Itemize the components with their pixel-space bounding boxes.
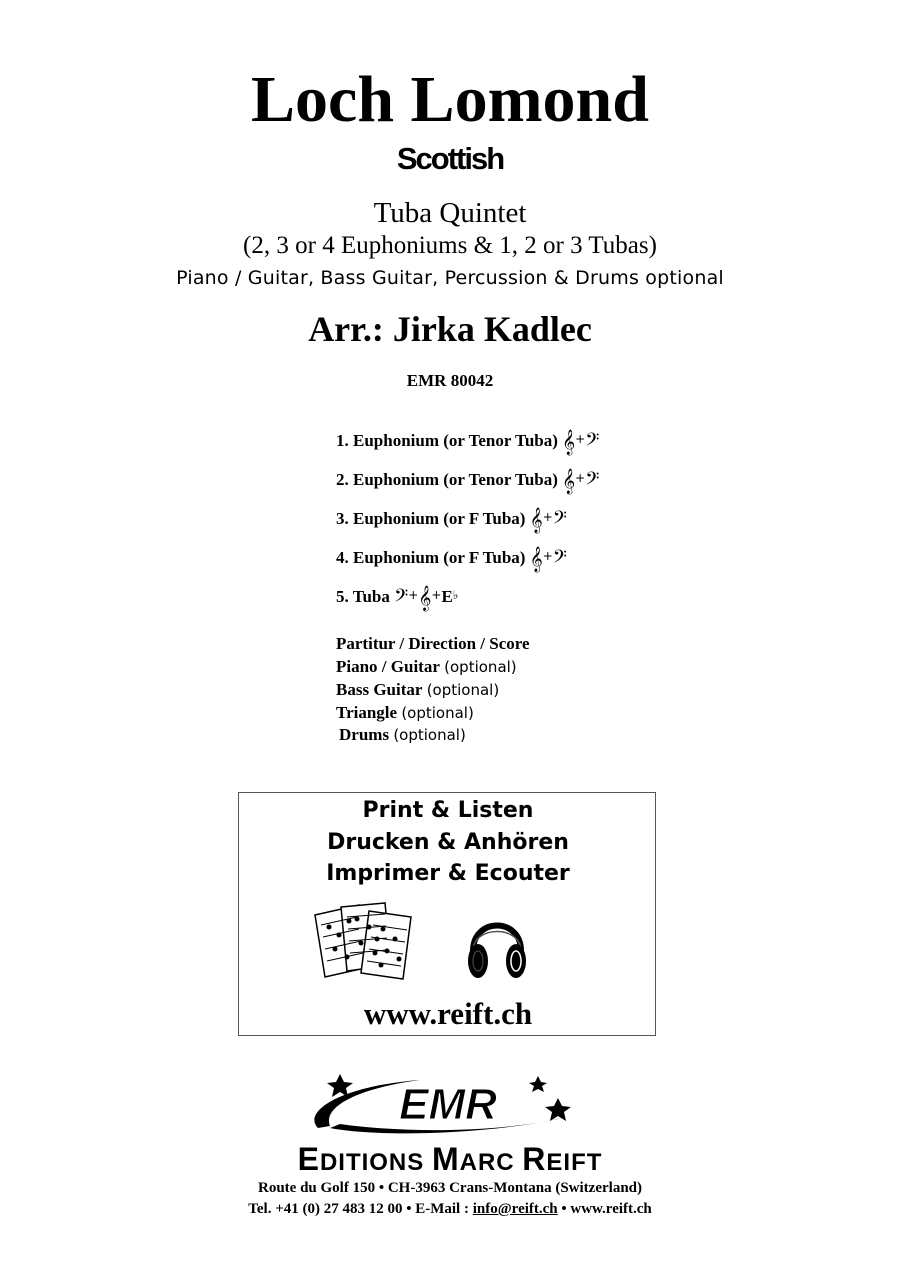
plus-icon: + bbox=[575, 432, 586, 446]
publisher-name-part: M bbox=[431, 1141, 460, 1177]
publisher-name bbox=[0, 1142, 900, 1183]
plus-icon: + bbox=[408, 588, 419, 602]
extra-item bbox=[339, 724, 466, 746]
contact-web[interactable]: • www.reift.ch bbox=[557, 1201, 652, 1217]
extra-item bbox=[336, 656, 517, 678]
plus-icon: + bbox=[542, 510, 553, 524]
headphones-icon bbox=[465, 903, 529, 983]
extra-note: (optional) bbox=[393, 726, 466, 744]
publisher-name-part: E bbox=[297, 1141, 320, 1177]
part-label: 4. Euphonium (or F Tuba) bbox=[336, 548, 526, 567]
contact-phone: Tel. +41 (0) 27 483 12 00 • E-Mail : bbox=[248, 1201, 473, 1217]
extra-name: Bass Guitar bbox=[336, 680, 423, 699]
bass-clef-icon: 𝄢 bbox=[552, 547, 567, 572]
publisher-contact bbox=[0, 1199, 900, 1219]
extra-note: (optional) bbox=[426, 681, 500, 699]
extra-item bbox=[336, 679, 499, 701]
part-item bbox=[336, 466, 599, 494]
extra-name: Partitur / Direction / Score bbox=[336, 634, 530, 653]
extra-name: Drums bbox=[339, 725, 390, 744]
publisher-name-part: EIFT bbox=[546, 1149, 603, 1176]
bass-clef-icon: 𝄢 bbox=[552, 508, 567, 533]
publisher-name-part: R bbox=[522, 1141, 547, 1177]
part-label: 5. Tuba bbox=[336, 587, 390, 606]
bass-clef-icon: 𝄢 bbox=[585, 430, 600, 455]
bass-clef-icon: 𝄢 bbox=[585, 469, 600, 494]
promo-line-de: Drucken & Anhören bbox=[327, 830, 569, 855]
plus-icon: + bbox=[542, 549, 553, 563]
print-listen-box bbox=[238, 792, 656, 1036]
extra-note: (optional) bbox=[444, 658, 517, 676]
sheet-music-icon bbox=[311, 897, 423, 983]
emr-logo bbox=[300, 1072, 590, 1142]
email-link[interactable]: info@reift.ch bbox=[472, 1201, 558, 1217]
publisher-address: Route du Golf 150 • CH-3963 Crans-Montana (Switzerland) bbox=[258, 1180, 642, 1196]
title: Loch Lomond bbox=[251, 63, 649, 136]
treble-clef-icon: 𝄞 bbox=[529, 547, 543, 572]
subtitle: Scottish bbox=[396, 141, 504, 176]
part-item bbox=[336, 427, 599, 455]
part-label: 3. Euphonium (or F Tuba) bbox=[336, 509, 526, 528]
extra-name: Triangle bbox=[336, 703, 398, 722]
treble-clef-icon: 𝄞 bbox=[529, 508, 543, 533]
publisher-name-part: ARC bbox=[459, 1149, 523, 1176]
publisher-name-part: DITIONS bbox=[319, 1149, 432, 1176]
promo-line-en: Print & Listen bbox=[362, 798, 534, 823]
part-label: 2. Euphonium (or Tenor Tuba) bbox=[336, 470, 558, 489]
treble-clef-icon: 𝄞 bbox=[562, 430, 576, 455]
extra-item bbox=[336, 633, 530, 655]
bass-clef-icon: 𝄢 bbox=[394, 586, 409, 611]
part-item bbox=[336, 583, 458, 611]
part-key: E bbox=[441, 587, 453, 606]
part-label: 1. Euphonium (or Tenor Tuba) bbox=[336, 431, 558, 450]
treble-clef-icon: 𝄞 bbox=[418, 586, 432, 611]
promo-line-fr: Imprimer & Ecouter bbox=[326, 861, 570, 886]
plus-icon: + bbox=[431, 588, 442, 602]
arranger: Arr.: Jirka Kadlec bbox=[308, 309, 592, 349]
part-item bbox=[336, 505, 567, 533]
extra-note: (optional) bbox=[401, 704, 474, 722]
part-item bbox=[336, 544, 567, 572]
ensemble: Tuba Quintet bbox=[373, 197, 527, 229]
website-link[interactable]: www.reift.ch bbox=[363, 996, 533, 1031]
plus-icon: + bbox=[575, 471, 586, 485]
extra-item bbox=[336, 702, 474, 724]
extra-name: Piano / Guitar bbox=[336, 657, 440, 676]
treble-clef-icon: 𝄞 bbox=[562, 469, 576, 494]
flat-icon: ♭ bbox=[452, 588, 459, 602]
optional-instruments-line: Piano / Guitar, Bass Guitar, Percussion & Drums optional bbox=[176, 267, 724, 289]
ensemble-detail: (2, 3 or 4 Euphoniums & 1, 2 or 3 Tubas) bbox=[243, 232, 657, 259]
logo-text: EMR bbox=[399, 1080, 497, 1129]
catalog-number: EMR 80042 bbox=[406, 371, 494, 390]
